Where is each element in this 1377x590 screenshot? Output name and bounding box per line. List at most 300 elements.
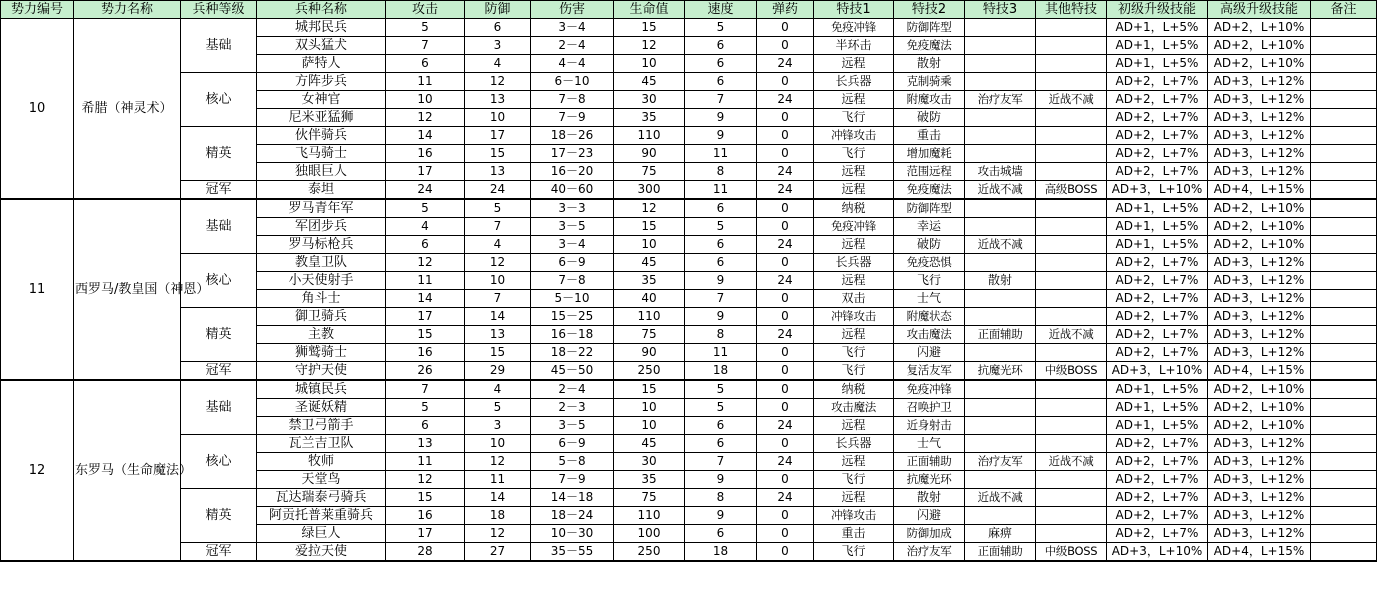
advanced-upgrade-cell[interactable]: AD+3，L+12% [1208, 163, 1311, 181]
basic-upgrade-cell[interactable]: AD+2，L+7% [1107, 308, 1208, 326]
damage-cell[interactable]: 16－20 [531, 163, 614, 181]
skill-3-cell[interactable] [965, 435, 1036, 453]
defense-cell[interactable]: 24 [465, 181, 531, 200]
unit-name-cell[interactable]: 守护天使 [257, 362, 386, 381]
skill-2-cell[interactable]: 近身射击 [894, 417, 965, 435]
skill-1-cell[interactable]: 远程 [814, 326, 894, 344]
skill-1-cell[interactable]: 飞行 [814, 109, 894, 127]
skill-3-cell[interactable] [965, 145, 1036, 163]
skill-1-cell[interactable]: 纳税 [814, 380, 894, 399]
damage-cell[interactable]: 18－24 [531, 507, 614, 525]
damage-cell[interactable]: 45－50 [531, 362, 614, 381]
basic-upgrade-cell[interactable]: AD+2，L+7% [1107, 525, 1208, 543]
basic-upgrade-cell[interactable]: AD+1，L+5% [1107, 55, 1208, 73]
note-cell[interactable] [1311, 507, 1377, 525]
basic-upgrade-cell[interactable]: AD+1，L+5% [1107, 236, 1208, 254]
note-cell[interactable] [1311, 145, 1377, 163]
defense-cell[interactable]: 14 [465, 308, 531, 326]
ammo-cell[interactable]: 24 [757, 272, 814, 290]
hp-cell[interactable]: 12 [614, 199, 685, 218]
unit-name-cell[interactable]: 城镇民兵 [257, 380, 386, 399]
note-cell[interactable] [1311, 127, 1377, 145]
advanced-upgrade-cell[interactable]: AD+2，L+10% [1208, 236, 1311, 254]
tier-cell[interactable]: 核心 [181, 435, 257, 489]
damage-cell[interactable]: 6－9 [531, 435, 614, 453]
defense-cell[interactable]: 15 [465, 145, 531, 163]
skill-3-cell[interactable] [965, 109, 1036, 127]
ammo-cell[interactable]: 24 [757, 181, 814, 200]
advanced-upgrade-cell[interactable]: AD+2，L+10% [1208, 199, 1311, 218]
ammo-cell[interactable]: 24 [757, 55, 814, 73]
ammo-cell[interactable]: 24 [757, 453, 814, 471]
unit-name-cell[interactable]: 尼米亚猛狮 [257, 109, 386, 127]
ammo-cell[interactable]: 24 [757, 417, 814, 435]
attack-cell[interactable]: 16 [386, 145, 465, 163]
note-cell[interactable] [1311, 471, 1377, 489]
defense-cell[interactable]: 4 [465, 380, 531, 399]
other-skill-cell[interactable] [1036, 218, 1107, 236]
advanced-upgrade-cell[interactable]: AD+3，L+12% [1208, 254, 1311, 272]
skill-2-cell[interactable]: 闪避 [894, 507, 965, 525]
skill-3-cell[interactable]: 近战不减 [965, 489, 1036, 507]
speed-cell[interactable]: 8 [685, 326, 757, 344]
attack-cell[interactable]: 6 [386, 417, 465, 435]
hp-cell[interactable]: 15 [614, 218, 685, 236]
speed-cell[interactable]: 11 [685, 145, 757, 163]
advanced-upgrade-cell[interactable]: AD+3，L+12% [1208, 525, 1311, 543]
unit-name-cell[interactable]: 教皇卫队 [257, 254, 386, 272]
column-header[interactable]: 其他特技 [1036, 1, 1107, 19]
damage-cell[interactable]: 3－4 [531, 236, 614, 254]
defense-cell[interactable]: 18 [465, 507, 531, 525]
unit-name-cell[interactable]: 女神官 [257, 91, 386, 109]
other-skill-cell[interactable] [1036, 199, 1107, 218]
damage-cell[interactable]: 14－18 [531, 489, 614, 507]
speed-cell[interactable]: 9 [685, 127, 757, 145]
basic-upgrade-cell[interactable]: AD+2，L+7% [1107, 254, 1208, 272]
note-cell[interactable] [1311, 453, 1377, 471]
ammo-cell[interactable]: 0 [757, 290, 814, 308]
skill-2-cell[interactable]: 破防 [894, 236, 965, 254]
column-header[interactable]: 攻击 [386, 1, 465, 19]
skill-2-cell[interactable]: 免疫魔法 [894, 37, 965, 55]
damage-cell[interactable]: 5－10 [531, 290, 614, 308]
speed-cell[interactable]: 8 [685, 163, 757, 181]
speed-cell[interactable]: 6 [685, 254, 757, 272]
note-cell[interactable] [1311, 37, 1377, 55]
advanced-upgrade-cell[interactable]: AD+4，L+15% [1208, 543, 1311, 562]
column-header[interactable]: 防御 [465, 1, 531, 19]
column-header[interactable]: 势力名称 [74, 1, 181, 19]
skill-2-cell[interactable]: 抗魔光环 [894, 471, 965, 489]
hp-cell[interactable]: 300 [614, 181, 685, 200]
note-cell[interactable] [1311, 73, 1377, 91]
attack-cell[interactable]: 16 [386, 507, 465, 525]
unit-name-cell[interactable]: 天堂鸟 [257, 471, 386, 489]
other-skill-cell[interactable] [1036, 236, 1107, 254]
note-cell[interactable] [1311, 55, 1377, 73]
advanced-upgrade-cell[interactable]: AD+3，L+12% [1208, 145, 1311, 163]
ammo-cell[interactable]: 24 [757, 163, 814, 181]
tier-cell[interactable]: 冠军 [181, 362, 257, 381]
unit-name-cell[interactable]: 牧师 [257, 453, 386, 471]
damage-cell[interactable]: 10－30 [531, 525, 614, 543]
basic-upgrade-cell[interactable]: AD+2，L+7% [1107, 73, 1208, 91]
basic-upgrade-cell[interactable]: AD+1，L+5% [1107, 380, 1208, 399]
skill-2-cell[interactable]: 散射 [894, 55, 965, 73]
defense-cell[interactable]: 7 [465, 218, 531, 236]
ammo-cell[interactable]: 0 [757, 525, 814, 543]
other-skill-cell[interactable]: 高级BOSS [1036, 181, 1107, 200]
note-cell[interactable] [1311, 91, 1377, 109]
speed-cell[interactable]: 6 [685, 236, 757, 254]
skill-3-cell[interactable]: 正面辅助 [965, 543, 1036, 562]
hp-cell[interactable]: 90 [614, 145, 685, 163]
unit-name-cell[interactable]: 萨特人 [257, 55, 386, 73]
skill-3-cell[interactable]: 麻痹 [965, 525, 1036, 543]
hp-cell[interactable]: 250 [614, 362, 685, 381]
skill-1-cell[interactable]: 远程 [814, 417, 894, 435]
defense-cell[interactable]: 4 [465, 55, 531, 73]
other-skill-cell[interactable] [1036, 471, 1107, 489]
unit-name-cell[interactable]: 独眼巨人 [257, 163, 386, 181]
defense-cell[interactable]: 10 [465, 272, 531, 290]
advanced-upgrade-cell[interactable]: AD+2，L+10% [1208, 417, 1311, 435]
attack-cell[interactable]: 26 [386, 362, 465, 381]
damage-cell[interactable]: 7－8 [531, 272, 614, 290]
defense-cell[interactable]: 12 [465, 254, 531, 272]
speed-cell[interactable]: 6 [685, 417, 757, 435]
damage-cell[interactable]: 3－5 [531, 417, 614, 435]
hp-cell[interactable]: 110 [614, 127, 685, 145]
skill-3-cell[interactable] [965, 290, 1036, 308]
attack-cell[interactable]: 12 [386, 471, 465, 489]
attack-cell[interactable]: 14 [386, 290, 465, 308]
unit-name-cell[interactable]: 瓦达瑞泰弓骑兵 [257, 489, 386, 507]
skill-1-cell[interactable]: 飞行 [814, 362, 894, 381]
skill-3-cell[interactable]: 正面辅助 [965, 326, 1036, 344]
unit-name-cell[interactable]: 双头猛犬 [257, 37, 386, 55]
other-skill-cell[interactable] [1036, 525, 1107, 543]
unit-name-cell[interactable]: 御卫骑兵 [257, 308, 386, 326]
skill-2-cell[interactable]: 士气 [894, 290, 965, 308]
speed-cell[interactable]: 5 [685, 218, 757, 236]
hp-cell[interactable]: 10 [614, 399, 685, 417]
faction-name-cell[interactable]: 西罗马/教皇国（神恩） [74, 199, 181, 380]
skill-2-cell[interactable]: 正面辅助 [894, 453, 965, 471]
basic-upgrade-cell[interactable]: AD+2，L+7% [1107, 507, 1208, 525]
defense-cell[interactable]: 12 [465, 453, 531, 471]
skill-1-cell[interactable]: 纳税 [814, 199, 894, 218]
column-header[interactable]: 速度 [685, 1, 757, 19]
attack-cell[interactable]: 15 [386, 326, 465, 344]
other-skill-cell[interactable] [1036, 435, 1107, 453]
skill-1-cell[interactable]: 远程 [814, 236, 894, 254]
hp-cell[interactable]: 250 [614, 543, 685, 562]
other-skill-cell[interactable] [1036, 145, 1107, 163]
other-skill-cell[interactable] [1036, 127, 1107, 145]
basic-upgrade-cell[interactable]: AD+1，L+5% [1107, 37, 1208, 55]
skill-1-cell[interactable]: 长兵器 [814, 435, 894, 453]
skill-3-cell[interactable]: 治疗友军 [965, 91, 1036, 109]
skill-1-cell[interactable]: 远程 [814, 272, 894, 290]
attack-cell[interactable]: 7 [386, 380, 465, 399]
column-header[interactable]: 弹药 [757, 1, 814, 19]
defense-cell[interactable]: 15 [465, 344, 531, 362]
unit-name-cell[interactable]: 禁卫弓箭手 [257, 417, 386, 435]
advanced-upgrade-cell[interactable]: AD+2，L+10% [1208, 37, 1311, 55]
defense-cell[interactable]: 10 [465, 109, 531, 127]
attack-cell[interactable]: 12 [386, 109, 465, 127]
attack-cell[interactable]: 15 [386, 489, 465, 507]
defense-cell[interactable]: 10 [465, 435, 531, 453]
skill-2-cell[interactable]: 防御阵型 [894, 19, 965, 37]
attack-cell[interactable]: 13 [386, 435, 465, 453]
skill-2-cell[interactable]: 士气 [894, 435, 965, 453]
ammo-cell[interactable]: 0 [757, 109, 814, 127]
ammo-cell[interactable]: 0 [757, 19, 814, 37]
tier-cell[interactable]: 冠军 [181, 543, 257, 562]
skill-1-cell[interactable]: 冲锋攻击 [814, 127, 894, 145]
damage-cell[interactable]: 5－8 [531, 453, 614, 471]
attack-cell[interactable]: 5 [386, 19, 465, 37]
attack-cell[interactable]: 17 [386, 163, 465, 181]
tier-cell[interactable]: 基础 [181, 199, 257, 254]
hp-cell[interactable]: 30 [614, 91, 685, 109]
ammo-cell[interactable]: 24 [757, 91, 814, 109]
other-skill-cell[interactable] [1036, 73, 1107, 91]
attack-cell[interactable]: 12 [386, 254, 465, 272]
skill-3-cell[interactable] [965, 73, 1036, 91]
column-header[interactable]: 初级升级技能 [1107, 1, 1208, 19]
note-cell[interactable] [1311, 199, 1377, 218]
ammo-cell[interactable]: 0 [757, 380, 814, 399]
defense-cell[interactable]: 6 [465, 19, 531, 37]
skill-3-cell[interactable] [965, 55, 1036, 73]
hp-cell[interactable]: 45 [614, 435, 685, 453]
skill-3-cell[interactable] [965, 37, 1036, 55]
skill-3-cell[interactable] [965, 417, 1036, 435]
other-skill-cell[interactable] [1036, 19, 1107, 37]
basic-upgrade-cell[interactable]: AD+2，L+7% [1107, 163, 1208, 181]
advanced-upgrade-cell[interactable]: AD+2，L+10% [1208, 55, 1311, 73]
advanced-upgrade-cell[interactable]: AD+2，L+10% [1208, 380, 1311, 399]
skill-2-cell[interactable]: 附魔攻击 [894, 91, 965, 109]
skill-3-cell[interactable]: 治疗友军 [965, 453, 1036, 471]
defense-cell[interactable]: 14 [465, 489, 531, 507]
attack-cell[interactable]: 5 [386, 399, 465, 417]
note-cell[interactable] [1311, 417, 1377, 435]
other-skill-cell[interactable] [1036, 254, 1107, 272]
skill-3-cell[interactable]: 散射 [965, 272, 1036, 290]
skill-2-cell[interactable]: 免疫恐惧 [894, 254, 965, 272]
advanced-upgrade-cell[interactable]: AD+3，L+12% [1208, 435, 1311, 453]
skill-2-cell[interactable]: 重击 [894, 127, 965, 145]
basic-upgrade-cell[interactable]: AD+3，L+10% [1107, 181, 1208, 200]
column-header[interactable]: 高级升级技能 [1208, 1, 1311, 19]
hp-cell[interactable]: 10 [614, 55, 685, 73]
note-cell[interactable] [1311, 290, 1377, 308]
speed-cell[interactable]: 8 [685, 489, 757, 507]
defense-cell[interactable]: 4 [465, 236, 531, 254]
damage-cell[interactable]: 40－60 [531, 181, 614, 200]
attack-cell[interactable]: 6 [386, 236, 465, 254]
other-skill-cell[interactable]: 中级BOSS [1036, 543, 1107, 562]
unit-name-cell[interactable]: 飞马骑士 [257, 145, 386, 163]
other-skill-cell[interactable]: 近战不减 [1036, 91, 1107, 109]
skill-3-cell[interactable] [965, 471, 1036, 489]
speed-cell[interactable]: 6 [685, 435, 757, 453]
tier-cell[interactable]: 核心 [181, 254, 257, 308]
damage-cell[interactable]: 7－9 [531, 471, 614, 489]
skill-3-cell[interactable]: 抗魔光环 [965, 362, 1036, 381]
basic-upgrade-cell[interactable]: AD+2，L+7% [1107, 344, 1208, 362]
speed-cell[interactable]: 18 [685, 543, 757, 562]
attack-cell[interactable]: 7 [386, 37, 465, 55]
skill-1-cell[interactable]: 半环击 [814, 37, 894, 55]
damage-cell[interactable]: 3－3 [531, 199, 614, 218]
note-cell[interactable] [1311, 254, 1377, 272]
skill-2-cell[interactable]: 克制骑乘 [894, 73, 965, 91]
skill-1-cell[interactable]: 飞行 [814, 543, 894, 562]
column-header[interactable]: 特技3 [965, 1, 1036, 19]
unit-name-cell[interactable]: 阿贡托普莱重骑兵 [257, 507, 386, 525]
other-skill-cell[interactable] [1036, 489, 1107, 507]
skill-2-cell[interactable]: 散射 [894, 489, 965, 507]
ammo-cell[interactable]: 24 [757, 236, 814, 254]
attack-cell[interactable]: 11 [386, 453, 465, 471]
other-skill-cell[interactable]: 近战不减 [1036, 453, 1107, 471]
advanced-upgrade-cell[interactable]: AD+2，L+10% [1208, 218, 1311, 236]
note-cell[interactable] [1311, 399, 1377, 417]
hp-cell[interactable]: 15 [614, 380, 685, 399]
hp-cell[interactable]: 75 [614, 489, 685, 507]
attack-cell[interactable]: 17 [386, 525, 465, 543]
basic-upgrade-cell[interactable]: AD+2，L+7% [1107, 326, 1208, 344]
note-cell[interactable] [1311, 218, 1377, 236]
skill-3-cell[interactable]: 近战不减 [965, 236, 1036, 254]
note-cell[interactable] [1311, 308, 1377, 326]
skill-2-cell[interactable]: 复活友军 [894, 362, 965, 381]
skill-1-cell[interactable]: 远程 [814, 489, 894, 507]
unit-name-cell[interactable]: 方阵步兵 [257, 73, 386, 91]
ammo-cell[interactable]: 0 [757, 37, 814, 55]
attack-cell[interactable]: 6 [386, 55, 465, 73]
note-cell[interactable] [1311, 543, 1377, 562]
basic-upgrade-cell[interactable]: AD+2，L+7% [1107, 290, 1208, 308]
defense-cell[interactable]: 17 [465, 127, 531, 145]
tier-cell[interactable]: 精英 [181, 489, 257, 543]
unit-name-cell[interactable]: 泰坦 [257, 181, 386, 200]
defense-cell[interactable]: 13 [465, 326, 531, 344]
attack-cell[interactable]: 10 [386, 91, 465, 109]
hp-cell[interactable]: 35 [614, 109, 685, 127]
column-header[interactable]: 备注 [1311, 1, 1377, 19]
advanced-upgrade-cell[interactable]: AD+2，L+10% [1208, 19, 1311, 37]
advanced-upgrade-cell[interactable]: AD+3，L+12% [1208, 489, 1311, 507]
unit-name-cell[interactable]: 爱拉天使 [257, 543, 386, 562]
ammo-cell[interactable]: 0 [757, 199, 814, 218]
unit-name-cell[interactable]: 瓦兰吉卫队 [257, 435, 386, 453]
other-skill-cell[interactable] [1036, 417, 1107, 435]
column-header[interactable]: 势力编号 [1, 1, 74, 19]
speed-cell[interactable]: 7 [685, 91, 757, 109]
hp-cell[interactable]: 40 [614, 290, 685, 308]
basic-upgrade-cell[interactable]: AD+2，L+7% [1107, 489, 1208, 507]
ammo-cell[interactable]: 0 [757, 543, 814, 562]
tier-cell[interactable]: 基础 [181, 380, 257, 435]
note-cell[interactable] [1311, 326, 1377, 344]
ammo-cell[interactable]: 0 [757, 308, 814, 326]
tier-cell[interactable]: 基础 [181, 19, 257, 73]
faction-id-cell[interactable]: 12 [1, 380, 74, 561]
skill-2-cell[interactable]: 召唤护卫 [894, 399, 965, 417]
skill-2-cell[interactable]: 免疫冲锋 [894, 380, 965, 399]
skill-1-cell[interactable]: 双击 [814, 290, 894, 308]
other-skill-cell[interactable] [1036, 344, 1107, 362]
note-cell[interactable] [1311, 272, 1377, 290]
skill-1-cell[interactable]: 重击 [814, 525, 894, 543]
ammo-cell[interactable]: 0 [757, 73, 814, 91]
skill-3-cell[interactable] [965, 344, 1036, 362]
unit-name-cell[interactable]: 狮鹫骑士 [257, 344, 386, 362]
hp-cell[interactable]: 45 [614, 254, 685, 272]
basic-upgrade-cell[interactable]: AD+3，L+10% [1107, 362, 1208, 381]
ammo-cell[interactable]: 24 [757, 489, 814, 507]
skill-3-cell[interactable]: 近战不减 [965, 181, 1036, 200]
hp-cell[interactable]: 45 [614, 73, 685, 91]
faction-name-cell[interactable]: 希腊（神灵术） [74, 19, 181, 200]
skill-1-cell[interactable]: 长兵器 [814, 254, 894, 272]
basic-upgrade-cell[interactable]: AD+1，L+5% [1107, 19, 1208, 37]
advanced-upgrade-cell[interactable]: AD+3，L+12% [1208, 127, 1311, 145]
other-skill-cell[interactable] [1036, 380, 1107, 399]
tier-cell[interactable]: 精英 [181, 308, 257, 362]
speed-cell[interactable]: 9 [685, 471, 757, 489]
faction-name-cell[interactable]: 东罗马（生命魔法） [74, 380, 181, 561]
note-cell[interactable] [1311, 489, 1377, 507]
defense-cell[interactable]: 3 [465, 417, 531, 435]
hp-cell[interactable]: 35 [614, 272, 685, 290]
ammo-cell[interactable]: 24 [757, 326, 814, 344]
skill-1-cell[interactable]: 远程 [814, 91, 894, 109]
damage-cell[interactable]: 16－18 [531, 326, 614, 344]
skill-3-cell[interactable] [965, 308, 1036, 326]
other-skill-cell[interactable] [1036, 507, 1107, 525]
note-cell[interactable] [1311, 435, 1377, 453]
hp-cell[interactable]: 30 [614, 453, 685, 471]
damage-cell[interactable]: 18－26 [531, 127, 614, 145]
skill-2-cell[interactable]: 攻击魔法 [894, 326, 965, 344]
skill-3-cell[interactable] [965, 199, 1036, 218]
hp-cell[interactable]: 110 [614, 308, 685, 326]
skill-3-cell[interactable] [965, 218, 1036, 236]
note-cell[interactable] [1311, 236, 1377, 254]
skill-3-cell[interactable] [965, 127, 1036, 145]
unit-name-cell[interactable]: 城邦民兵 [257, 19, 386, 37]
attack-cell[interactable]: 11 [386, 73, 465, 91]
advanced-upgrade-cell[interactable]: AD+3，L+12% [1208, 308, 1311, 326]
speed-cell[interactable]: 11 [685, 344, 757, 362]
damage-cell[interactable]: 2－4 [531, 380, 614, 399]
ammo-cell[interactable]: 0 [757, 507, 814, 525]
hp-cell[interactable]: 110 [614, 507, 685, 525]
speed-cell[interactable]: 9 [685, 308, 757, 326]
skill-2-cell[interactable]: 免疫魔法 [894, 181, 965, 200]
damage-cell[interactable]: 4－4 [531, 55, 614, 73]
speed-cell[interactable]: 18 [685, 362, 757, 381]
skill-2-cell[interactable]: 飞行 [894, 272, 965, 290]
